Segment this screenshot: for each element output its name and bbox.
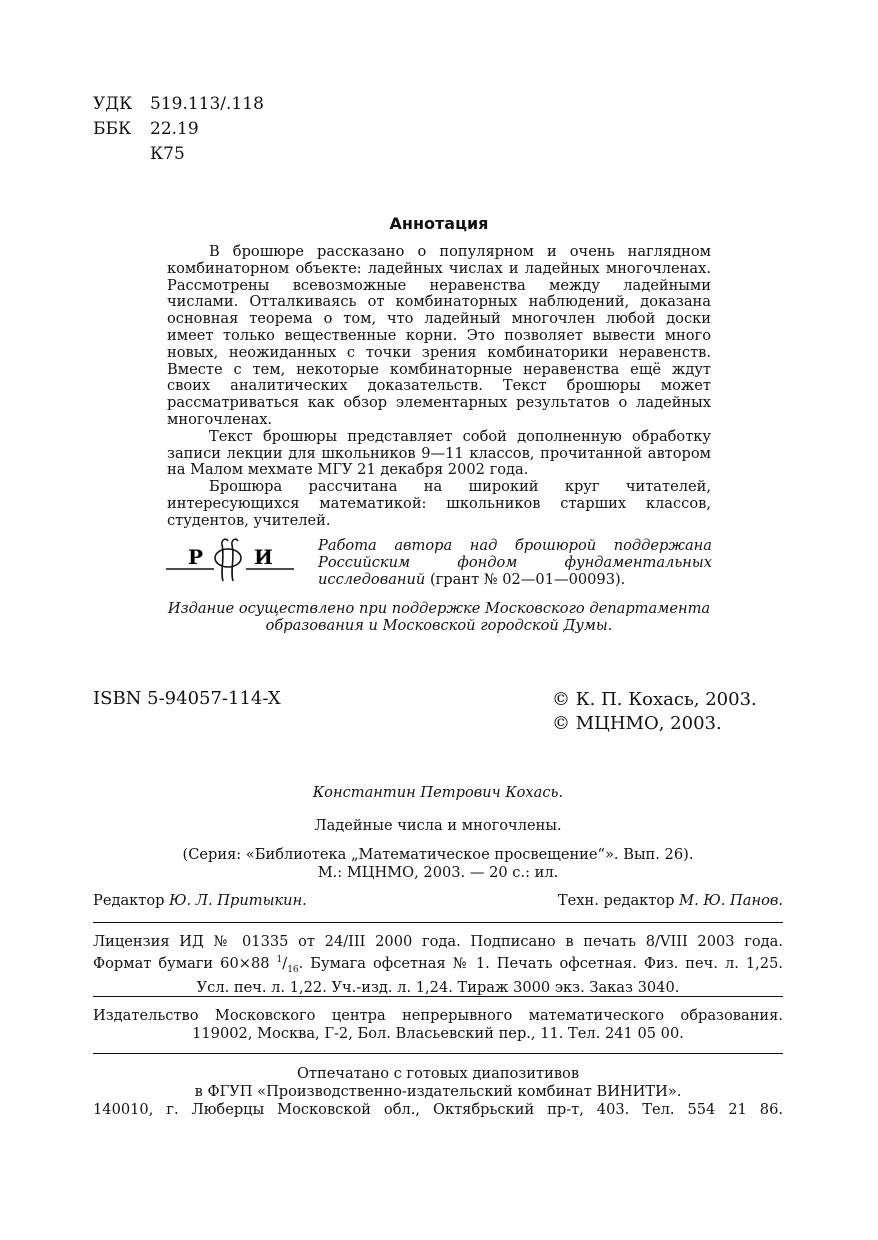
- annotation-paragraph: Брошюра рассчитана на широкий круг читателей, интересующихся математикой: школьников старших классов, студентов, учителей.: [167, 478, 711, 529]
- rffi-logo: [166, 537, 294, 583]
- divider: [93, 996, 783, 997]
- tech-editor-label: Техн. редактор: [557, 892, 675, 909]
- moscow-support-note: Издание осуществлено при поддержке Московского департамента образования и Московской городской Думы.: [167, 600, 711, 634]
- printer-name: в ФГУП «Производственно-издательский комбинат ВИНИТИ».: [194, 1083, 682, 1100]
- publisher-block: [93, 1007, 783, 1043]
- annotation-paragraph: Текст брошюры представляет собой дополненную обработку записи лекции для школьников 9—11 классов, прочитанной автором на Малом мехмате МГУ 21 декабря 2002 года.: [167, 427, 711, 479]
- rffi-support-text: Работа автора над брошюрой поддержана Российским фондом фундаментальных исследований: [318, 537, 712, 588]
- bbk-value: 22.19: [150, 119, 199, 139]
- printer-address: 140010, г. Люберцы Московской обл., Октябрьский пр-т, 403. Тел. 554 21 86.: [93, 1101, 783, 1118]
- imprint-place: М.: МЦНМО, 2003. — 20 с.: ил.: [317, 864, 559, 881]
- rffi-letter-i: И: [254, 545, 273, 569]
- publisher-address: 119002, Москва, Г-2, Бол. Власьевский пер., 11. Тел. 241 05 00.: [192, 1025, 684, 1042]
- license-line: Лицензия ИД № 01335 от 24/III 2000 года. Подписано в печать 8/VIII 2003 года.: [93, 933, 783, 950]
- annotation-title: Аннотация: [389, 214, 489, 233]
- divider: [93, 922, 783, 923]
- udk-value: 519.113/.118: [150, 94, 264, 114]
- format-details: . Бумага офсетная № 1. Печать офсетная. Физ. печ. л. 1,25.: [298, 954, 783, 972]
- rffi-grant: (грант № 02—01—00093).: [429, 571, 626, 588]
- format-label: Формат бумаги 60×88: [93, 954, 270, 972]
- imprint-title: Ладейные числа и многочлены.: [314, 817, 562, 834]
- author-mark: К75: [150, 144, 185, 164]
- udk-label: УДК: [93, 94, 133, 114]
- format-line: Формат бумаги 60×88 $^1/_{16}$. Бумага офсетная № 1. Печать офсетная. Физ. печ. л. 1,25.: [93, 954, 783, 975]
- fraction-denominator: 16: [287, 964, 299, 975]
- rffi-ff-icon: [215, 539, 241, 581]
- copyright-publisher: © МЦНМО, 2003.: [552, 713, 722, 734]
- imprint-author: Константин Петрович Кохась.: [312, 784, 564, 801]
- editor-name: Ю. Л. Притыкин.: [169, 892, 307, 909]
- publisher-name: Издательство Московского центра непрерывного математического образования.: [93, 1007, 783, 1024]
- tech-editor-name: М. Ю. Панов.: [679, 892, 783, 909]
- isbn: ISBN 5-94057-114-X: [93, 688, 281, 709]
- rffi-support-note: [318, 537, 712, 588]
- annotation-text: [167, 244, 711, 530]
- imprint-series-block: [93, 846, 783, 882]
- print-sheets-line: Усл. печ. л. 1,22. Уч.-изд. л. 1,24. Тираж 3000 экз. Заказ 3040.: [196, 978, 680, 996]
- classification-block: [93, 92, 264, 167]
- copyright-author: © К. П. Кохась, 2003.: [552, 689, 757, 710]
- editor-label: Редактор: [93, 892, 165, 909]
- editors-line: [93, 892, 783, 909]
- editor: [93, 892, 307, 909]
- annotation-paragraph: В брошюре рассказано о популярном и очень наглядном комбинаторном объекте: ладейных числах и ладейных многочленах. Рассмотрены всевозможные неравенства между ладейными числами. Отталкиваясь от комбинаторных наблюдений, доказана основная теорема о том, что ладейный многочлен любой доски имеет только вещественные корни. Это позволяет вывести много новых, неожиданных с точки зрения комбинаторики неравенств. Вместе с тем, некоторые комбинаторные неравенства ещё ждут своих аналитических доказательств. Текст брошюры может рассматриваться как обзор элементарных результатов о ладейных многочленах.: [167, 243, 711, 428]
- imprint-series: (Серия: «Библиотека „Математическое просвещение“». Вып. 26).: [182, 846, 694, 863]
- license-block: [93, 933, 783, 997]
- divider: [93, 1053, 783, 1054]
- bbk-label: ББК: [93, 119, 132, 139]
- tech-editor: [558, 892, 783, 909]
- fraction-numerator: 1: [276, 955, 283, 965]
- printer-line: Отпечатано с готовых диапозитивов: [296, 1065, 580, 1082]
- copyright-block: [552, 688, 757, 736]
- printer-block: [93, 1065, 783, 1119]
- rffi-letter-r: Р: [188, 545, 204, 569]
